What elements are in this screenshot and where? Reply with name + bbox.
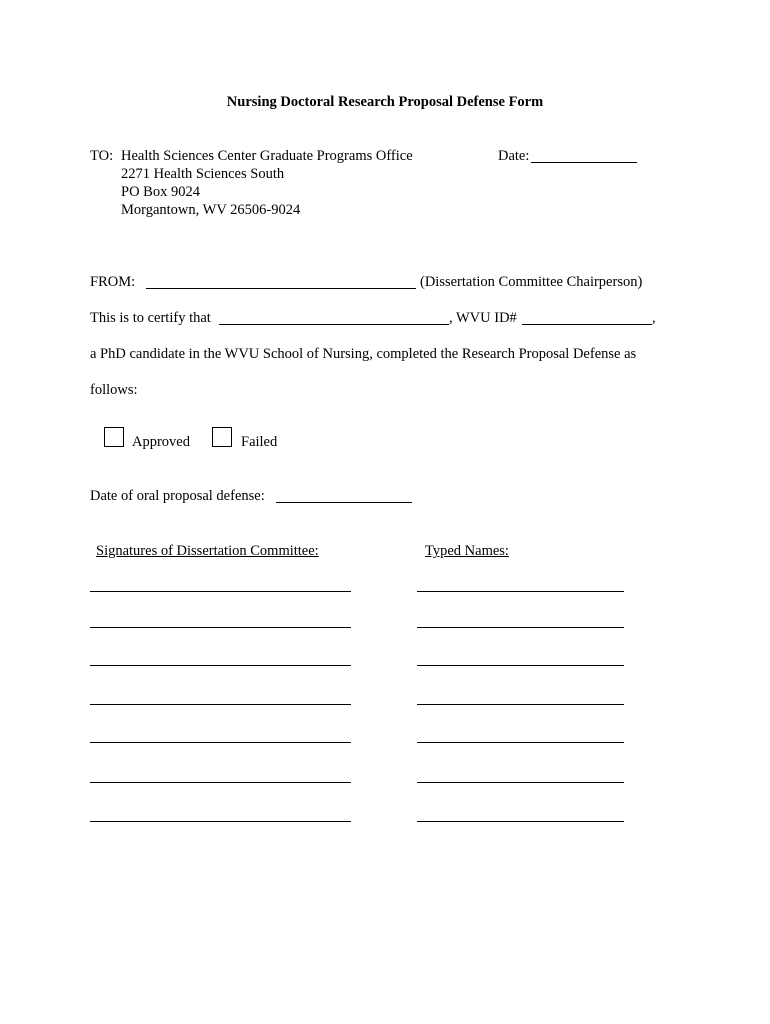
oral-defense-label: Date of oral proposal defense: bbox=[90, 488, 265, 504]
from-role-text: (Dissertation Committee Chairperson) bbox=[420, 274, 643, 290]
typed-names-header: Typed Names: bbox=[425, 543, 509, 559]
to-label: TO: bbox=[90, 148, 114, 164]
typed-name-line[interactable] bbox=[417, 742, 624, 743]
from-label: FROM: bbox=[90, 274, 136, 290]
candidate-name-field[interactable] bbox=[219, 324, 449, 325]
typed-name-line[interactable] bbox=[417, 704, 624, 705]
to-city: Morgantown, WV 26506-9024 bbox=[121, 202, 301, 218]
wvu-id-label: , WVU ID# bbox=[449, 310, 517, 326]
typed-name-line[interactable] bbox=[417, 821, 624, 822]
to-pobox: PO Box 9024 bbox=[121, 184, 200, 200]
signature-line[interactable] bbox=[90, 627, 351, 628]
follows-text: follows: bbox=[90, 382, 138, 398]
signature-line[interactable] bbox=[90, 821, 351, 822]
to-street: 2271 Health Sciences South bbox=[121, 166, 285, 182]
to-office: Health Sciences Center Graduate Programs Office bbox=[121, 148, 413, 164]
signatures-header: Signatures of Dissertation Committee: bbox=[96, 543, 319, 559]
wvu-id-field[interactable] bbox=[522, 324, 652, 325]
approved-checkbox[interactable] bbox=[104, 427, 124, 447]
failed-label: Failed bbox=[241, 434, 278, 450]
typed-name-line[interactable] bbox=[417, 782, 624, 783]
typed-name-line[interactable] bbox=[417, 627, 624, 628]
signature-line[interactable] bbox=[90, 782, 351, 783]
from-field[interactable] bbox=[146, 288, 416, 289]
approved-label: Approved bbox=[132, 434, 190, 450]
date-field[interactable] bbox=[531, 162, 637, 163]
signature-line[interactable] bbox=[90, 591, 351, 592]
form-title: Nursing Doctoral Research Proposal Defense Form bbox=[226, 94, 544, 110]
signature-line[interactable] bbox=[90, 704, 351, 705]
signature-line[interactable] bbox=[90, 742, 351, 743]
typed-name-line[interactable] bbox=[417, 665, 624, 666]
date-label: Date: bbox=[498, 148, 530, 164]
failed-checkbox[interactable] bbox=[212, 427, 232, 447]
typed-name-line[interactable] bbox=[417, 591, 624, 592]
candidate-text: a PhD candidate in the WVU School of Nursing, completed the Research Proposal Defense as bbox=[90, 346, 637, 362]
oral-defense-date-field[interactable] bbox=[276, 502, 412, 503]
certify-prefix: This is to certify that bbox=[90, 310, 211, 326]
signature-line[interactable] bbox=[90, 665, 351, 666]
wvu-id-comma: , bbox=[652, 310, 656, 326]
